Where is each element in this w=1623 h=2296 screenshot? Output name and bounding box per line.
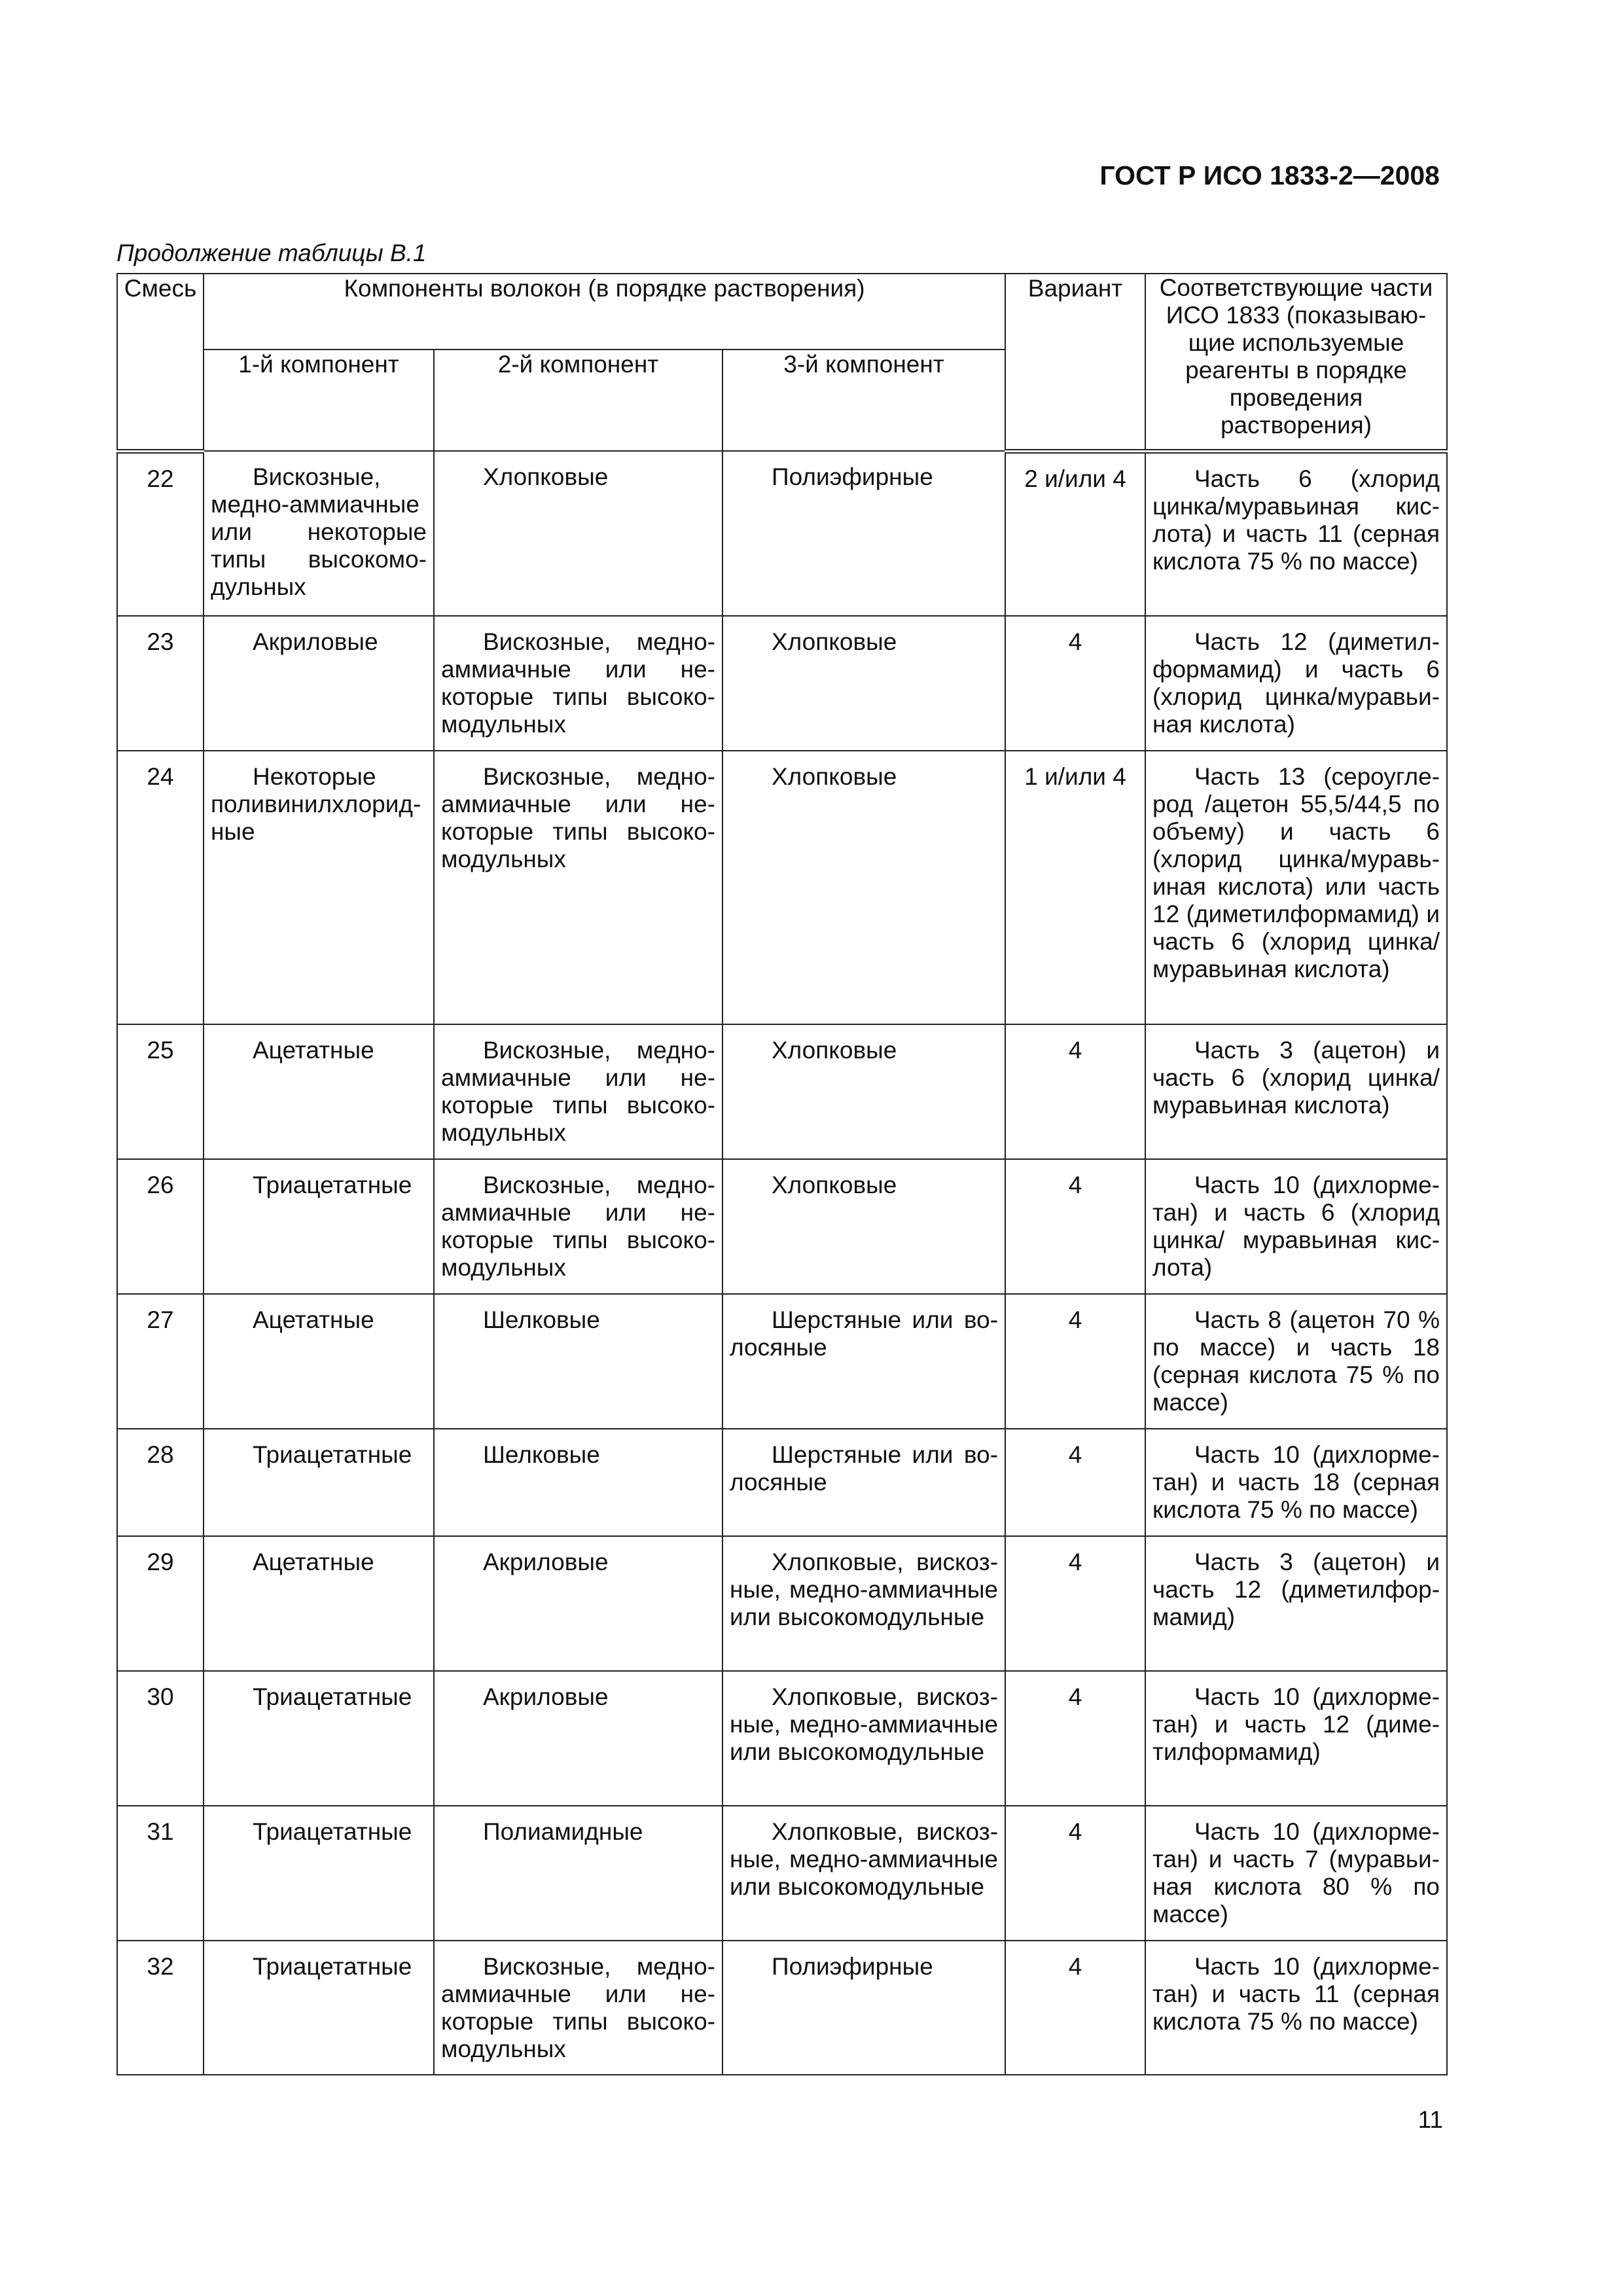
- header-component-1: 1-й компонент: [204, 350, 434, 451]
- header-components-group: Компоненты волокон (в порядке растворения): [204, 274, 1005, 350]
- cell-variant: 4: [1005, 1536, 1145, 1671]
- cell-component-1: Триацетатные: [204, 1671, 434, 1806]
- table-row: [117, 1806, 1447, 1941]
- cell-component-1: Некоторые поливинилхлоридные: [204, 751, 434, 1024]
- cell-iso-parts: Часть 10 (дихлорметан) и часть 11 (серная кислота 75 % по массе): [1145, 1941, 1447, 2075]
- header-component-2: 2-й компонент: [434, 350, 722, 451]
- cell-component-1: Вискозные, медно-аммиачные или некоторые типы высокомодульных: [204, 451, 434, 616]
- cell-component-3: Хлопковые, вискозные, медно-аммиачные или высокомодульные: [722, 1671, 1005, 1806]
- table-row: [117, 1024, 1447, 1159]
- cell-variant: 4: [1005, 1294, 1145, 1429]
- cell-component-3: Хлопковые, вискозные, медно-аммиачные или высокомодульные: [722, 1806, 1005, 1941]
- cell-iso-parts: Часть 10 (дихлорметан) и часть 18 (серная кислота 75 % по массе): [1145, 1429, 1447, 1536]
- cell-component-1: Триацетатные: [204, 1429, 434, 1536]
- cell-mixture: 29: [117, 1536, 204, 1671]
- cell-variant: 4: [1005, 1024, 1145, 1159]
- cell-component-2: Шелковые: [434, 1429, 722, 1536]
- cell-variant: 4: [1005, 1671, 1145, 1806]
- page-number: 11: [1418, 2106, 1443, 2133]
- cell-component-3: Шерстяные или волосяные: [722, 1294, 1005, 1429]
- cell-component-2: Вискозные, медно-аммиачные или некоторые типы высокомодульных: [434, 1024, 722, 1159]
- cell-component-3: Полиэфирные: [722, 1941, 1005, 2075]
- cell-iso-parts: Часть 10 (дихлорметан) и часть 12 (диметилформамид): [1145, 1671, 1447, 1806]
- cell-component-1: Ацетатные: [204, 1294, 434, 1429]
- cell-variant: 2 и/или 4: [1005, 451, 1145, 616]
- cell-mixture: 25: [117, 1024, 204, 1159]
- header-variant: Вариант: [1005, 274, 1145, 451]
- cell-component-1: Ацетатные: [204, 1024, 434, 1159]
- cell-mixture: 23: [117, 616, 204, 751]
- table-row: [117, 616, 1447, 751]
- cell-mixture: 26: [117, 1159, 204, 1294]
- cell-component-3: Хлопковые, вискозные, медно-аммиачные или высокомодульные: [722, 1536, 1005, 1671]
- header-iso-parts: Соответствующие части ИСО 1833 (показывающие используемые реагенты в порядке проведения растворения): [1145, 274, 1447, 451]
- cell-component-1: Триацетатные: [204, 1941, 434, 2075]
- cell-component-2: Вискозные, медно-аммиачные или некоторые типы высокомодульных: [434, 1159, 722, 1294]
- cell-iso-parts: Часть 6 (хлорид цинка/муравьиная кислота) и часть 11 (серная кислота 75 % по массе): [1145, 451, 1447, 616]
- cell-mixture: 30: [117, 1671, 204, 1806]
- cell-iso-parts: Часть 13 (сероуглерод /ацетон 55,5/44,5 по объему) и часть 6 (хлорид цинка/муравьиная кислота) или часть 12 (диметилформамид) и часть 6 (хлорид цинка/муравьиная кислота): [1145, 751, 1447, 1024]
- cell-component-3: Хлопковые: [722, 616, 1005, 751]
- cell-mixture: 32: [117, 1941, 204, 2075]
- header-component-3: 3-й компонент: [722, 350, 1005, 451]
- cell-component-3: Хлопковые: [722, 751, 1005, 1024]
- table-row: [117, 1159, 1447, 1294]
- table-row: [117, 751, 1447, 1024]
- cell-component-3: Шерстяные или волосяные: [722, 1429, 1005, 1536]
- cell-component-3: Полиэфирные: [722, 451, 1005, 616]
- cell-variant: 4: [1005, 1159, 1145, 1294]
- table-row: [117, 451, 1447, 616]
- cell-variant: 1 и/или 4: [1005, 751, 1145, 1024]
- cell-component-3: Хлопковые: [722, 1159, 1005, 1294]
- table-row: [117, 1536, 1447, 1671]
- cell-component-2: Шелковые: [434, 1294, 722, 1429]
- cell-variant: 4: [1005, 1806, 1145, 1941]
- cell-iso-parts: Часть 10 (дихлорметан) и часть 6 (хлорид цинка/ муравьиная кислота): [1145, 1159, 1447, 1294]
- cell-variant: 4: [1005, 1941, 1145, 2075]
- cell-component-2: Вискозные, медно-аммиачные или некоторые типы высокомодульных: [434, 751, 722, 1024]
- cell-variant: 4: [1005, 1429, 1145, 1536]
- cell-iso-parts: Часть 8 (ацетон 70 % по массе) и часть 18 (серная кислота 75 % по массе): [1145, 1294, 1447, 1429]
- cell-mixture: 31: [117, 1806, 204, 1941]
- cell-mixture: 27: [117, 1294, 204, 1429]
- cell-component-2: Вискозные, медно-аммиачные или некоторые типы высокомодульных: [434, 1941, 722, 2075]
- cell-iso-parts: Часть 10 (дихлорметан) и часть 7 (муравьиная кислота 80 % по массе): [1145, 1806, 1447, 1941]
- cell-component-2: Вискозные, медно-аммиачные или некоторые типы высокомодульных: [434, 616, 722, 751]
- cell-component-1: Ацетатные: [204, 1536, 434, 1671]
- cell-component-1: Акриловые: [204, 616, 434, 751]
- cell-component-1: Триацетатные: [204, 1806, 434, 1941]
- cell-iso-parts: Часть 12 (диметилформамид) и часть 6 (хлорид цинка/муравьиная кислота): [1145, 616, 1447, 751]
- table-row: [117, 1429, 1447, 1536]
- table-caption: Продолжение таблицы В.1: [116, 240, 427, 266]
- cell-component-1: Триацетатные: [204, 1159, 434, 1294]
- cell-component-2: Полиамидные: [434, 1806, 722, 1941]
- cell-mixture: 24: [117, 751, 204, 1024]
- cell-mixture: 22: [117, 451, 204, 616]
- table-row: [117, 1941, 1447, 2075]
- cell-variant: 4: [1005, 616, 1145, 751]
- cell-iso-parts: Часть 3 (ацетон) и часть 12 (диметилформамид): [1145, 1536, 1447, 1671]
- cell-iso-parts: Часть 3 (ацетон) и часть 6 (хлорид цинка/муравьиная кислота): [1145, 1024, 1447, 1159]
- cell-component-2: Хлопковые: [434, 451, 722, 616]
- cell-component-2: Акриловые: [434, 1536, 722, 1671]
- cell-component-2: Акриловые: [434, 1671, 722, 1806]
- document-header: ГОСТ Р ИСО 1833-2—2008: [1099, 160, 1440, 190]
- table-header-row: [117, 274, 1447, 350]
- header-mixture: Смесь: [117, 274, 204, 451]
- cell-component-3: Хлопковые: [722, 1024, 1005, 1159]
- table-row: [117, 1671, 1447, 1806]
- cell-mixture: 28: [117, 1429, 204, 1536]
- table-row: [117, 1294, 1447, 1429]
- fiber-mixtures-table: [116, 273, 1448, 2075]
